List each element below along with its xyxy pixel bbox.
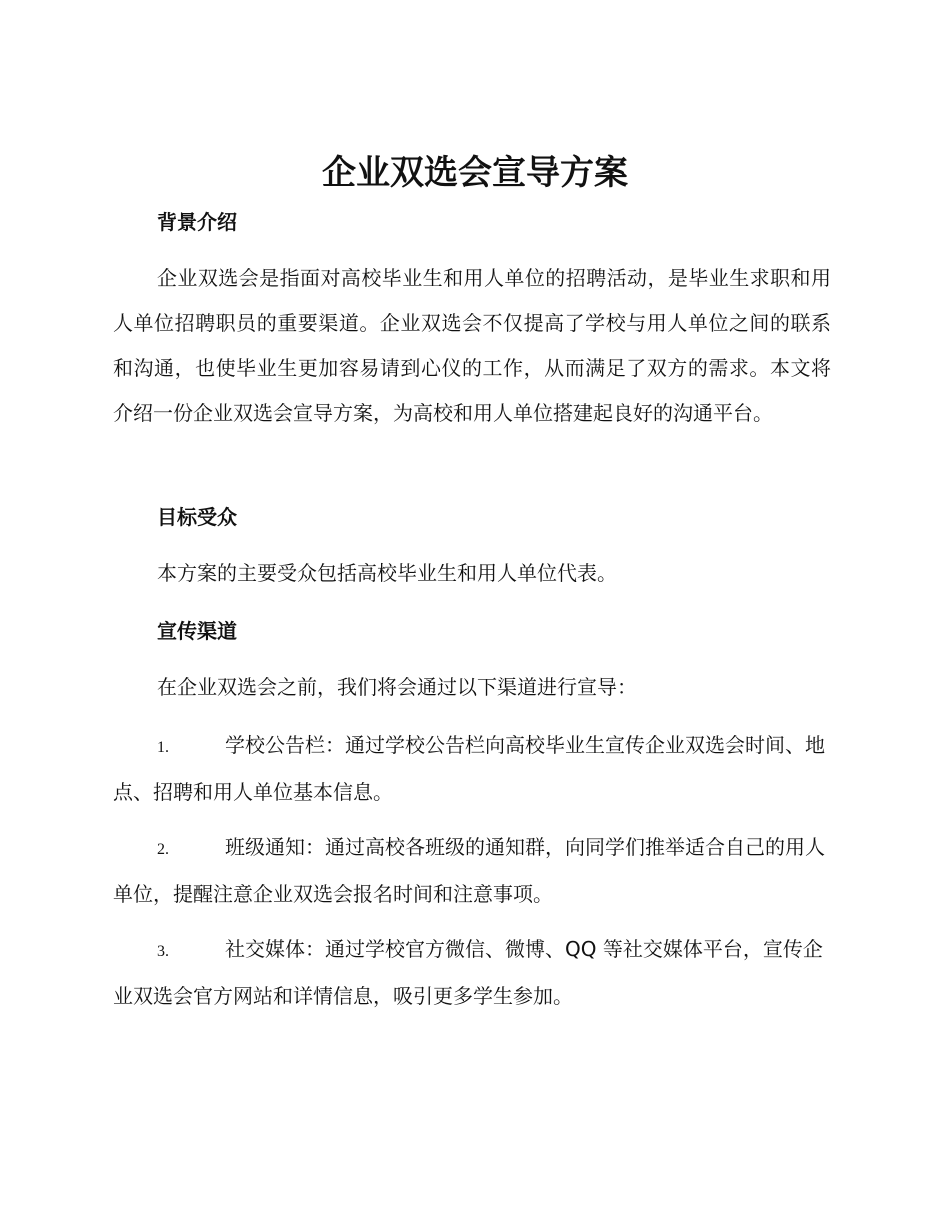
list-item <box>113 825 831 917</box>
audience-paragraph: 本方案的主要受众包括高校毕业生和用人单位代表。 <box>157 561 617 585</box>
list-number: 1. <box>157 739 169 756</box>
list-number: 2. <box>157 841 169 858</box>
list-item <box>113 927 831 1019</box>
document-title: 企业双选会宣导方案 <box>322 153 628 193</box>
background-paragraph: 企业双选会是指面对高校毕业生和用人单位的招聘活动，是毕业生求职和用人单位招聘职员的重要渠道。企业双选会不仅提高了学校与用人单位之间的联系和沟通，也使毕业生更加容易请到心仪的工作，从而满足了双方的需求。本文将介绍一份企业双选会宣导方案，为高校和用人单位搭建起良好的沟通平台。 <box>113 266 831 425</box>
list-number: 3. <box>157 943 169 960</box>
list-text: 班级通知：通过高校各班级的通知群，向同学们推举适合自己的用人单位，提醒注意企业双选会报名时间和注意事项。 <box>113 835 825 906</box>
list-item <box>113 723 831 815</box>
section-heading-channels: 宣传渠道 <box>157 619 237 643</box>
list-text: 学校公告栏：通过学校公告栏向高校毕业生宣传企业双选会时间、地点、招聘和用人单位基本信息。 <box>113 733 825 804</box>
section-heading-background: 背景介绍 <box>157 210 237 234</box>
channels-intro-paragraph: 在企业双选会之前，我们将会通过以下渠道进行宣导： <box>157 675 637 699</box>
section-heading-audience: 目标受众 <box>157 505 237 529</box>
list-text: 社交媒体：通过学校官方微信、微博、QQ 等社交媒体平台，宣传企业双选会官方网站和详情信息，吸引更多学生参加。 <box>113 937 823 1008</box>
